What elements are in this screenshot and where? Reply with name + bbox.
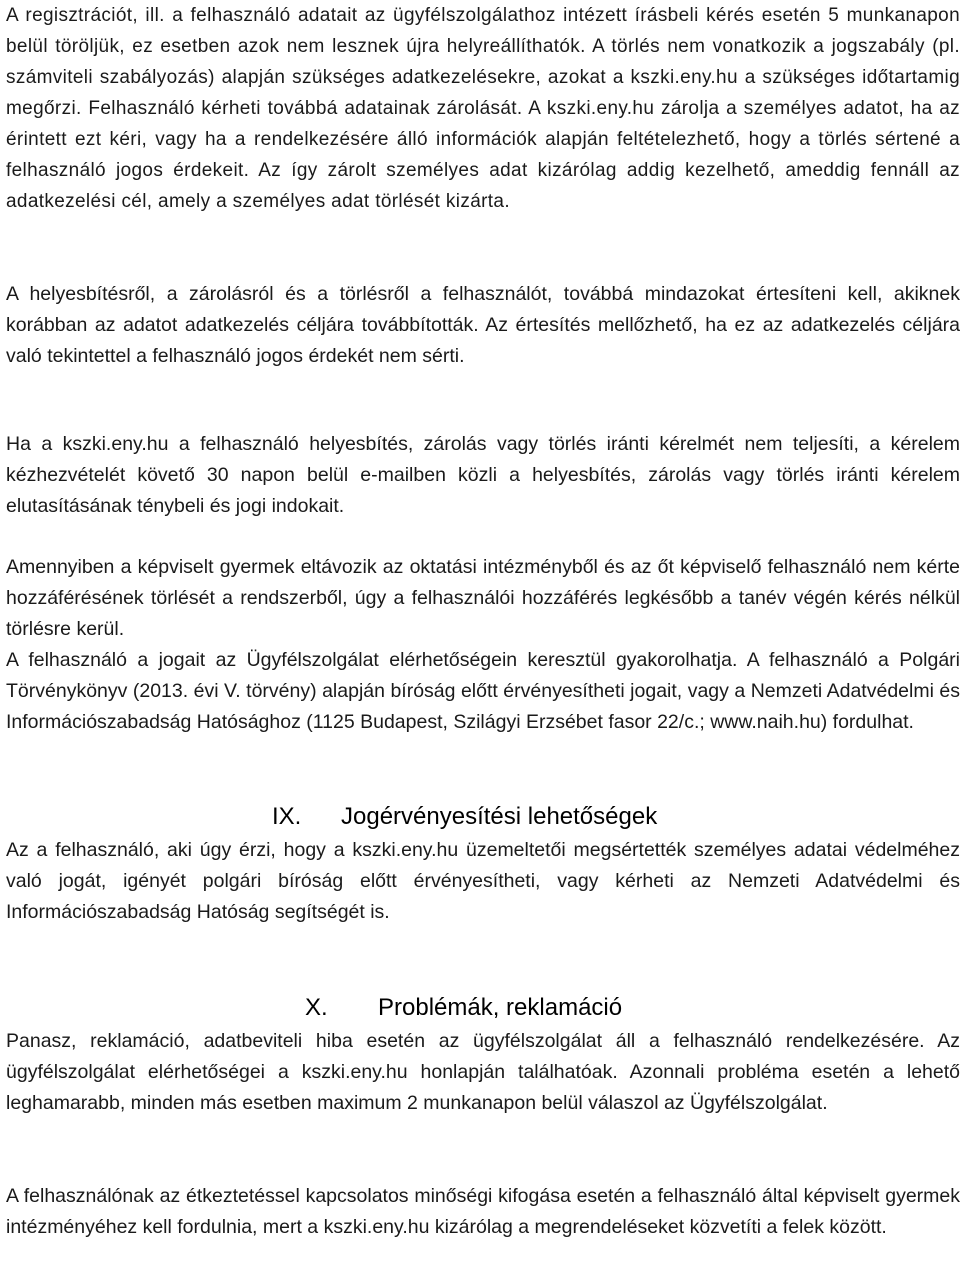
paragraph-refusal: Ha a kszki.eny.hu a felhasználó helyesbítés, zárolás vagy törlés iránti kérelmét nem teljesíti, a kérelem kézhezvételét követő 30 napon belül e-mailben közli a helyesbítés, zárolás vagy törlés iránti kérelem elutasításának ténybeli és jogi indokait. bbox=[6, 433, 960, 517]
paragraph-rights-enforcement: A felhasználó a jogait az Ügyfélszolgálat elérhetőségein keresztül gyakorolhatja. A felhasználó a Polgári Törvénykönyv (2013. évi V. törvény) alapján bíróság előtt érvényesítheti jogait, vagy a Nemzeti Adatvédelmi és Információszabadság Hatósághoz (1125 Budapest, Szilágyi Erzsébet fasor 22/c.; www.naih.hu) fordulhat. bbox=[6, 649, 960, 733]
section-10-body-quality: A felhasználónak az étkeztetéssel kapcsolatos minőségi kifogása esetén a felhasználó által képviselt gyermek intézményéhez kell fordulnia, mert a kszki.eny.hu kizárólag a megrendeléseket közvetíti a felek között. bbox=[6, 1185, 960, 1238]
section-9-title: Jogérvényesítési lehetőségek bbox=[341, 803, 658, 830]
paragraph-deletion-and-blocking: A regisztrációt, ill. a felhasználó adatait az ügyfélszolgálathoz intézett írásbeli kérés esetén 5 munkanapon belül töröljük, ez esetben azok nem lesznek újra helyreállíthatók. A törlés nem vonatkozik a jogszabály (pl. számviteli szabályozás) alapján szükséges adatkezelésekre, azokat a kszki.eny.hu a szükséges időtartamig megőrzi. Felhasználó kérheti továbbá adatainak zárolását. A kszki.eny.hu zárolja a személyes adatot, ha az érintett ezt kéri, vagy ha a rendelkezésére álló információk alapján feltételezhető, hogy a törlés sértené a felhasználó jogos érdekeit. Az így zárolt személyes adat kizárólag addig kezelhető, ameddig fennáll az adatkezelési cél, amely a személyes adat törlését kizárta. bbox=[6, 5, 960, 212]
section-10-number: X. bbox=[305, 994, 328, 1021]
paragraph-notification: A helyesbítésről, a zárolásról és a törlésről a felhasználót, továbbá mindazokat értesíteni kell, akiknek korábban az adatot adatkezelés céljára továbbították. Az értesítés mellőzhető, ha ez az adatkezelés céljára való tekintettel a felhasználó jogos érdekét nem sérti. bbox=[6, 283, 960, 367]
section-9-number: IX. bbox=[272, 803, 302, 830]
paragraph-child-leaves: Amennyiben a képviselt gyermek eltávozik az oktatási intézményből és az őt képviselő felhasználó nem kérte hozzáférésének törlését a rendszerből, úgy a felhasználói hozzáférés legkésőbb a tanév végén kérés nélkül törlésre kerül. bbox=[6, 556, 960, 640]
section-9-body: Az a felhasználó, aki úgy érzi, hogy a kszki.eny.hu üzemeltetői megsértették személyes adatai védelméhez való jogát, igényét polgári bíróság előtt érvényesítheti, vagy kérheti az Nemzeti Adatvédelmi és Információszabadság Hatóság segítségét is. bbox=[6, 839, 960, 923]
section-10-body-complaints: Panasz, reklamáció, adatbeviteli hiba esetén az ügyfélszolgálat áll a felhasználó rendelkezésére. Az ügyfélszolgálat elérhetőségei a kszki.eny.hu honlapján találhatóak. Azonnali probléma esetén a lehető leghamarabb, minden más esetben maximum 2 munkanapon belül válaszol az Ügyfélszolgálat. bbox=[6, 1030, 960, 1114]
section-10-title: Problémák, reklamáció bbox=[378, 994, 623, 1021]
